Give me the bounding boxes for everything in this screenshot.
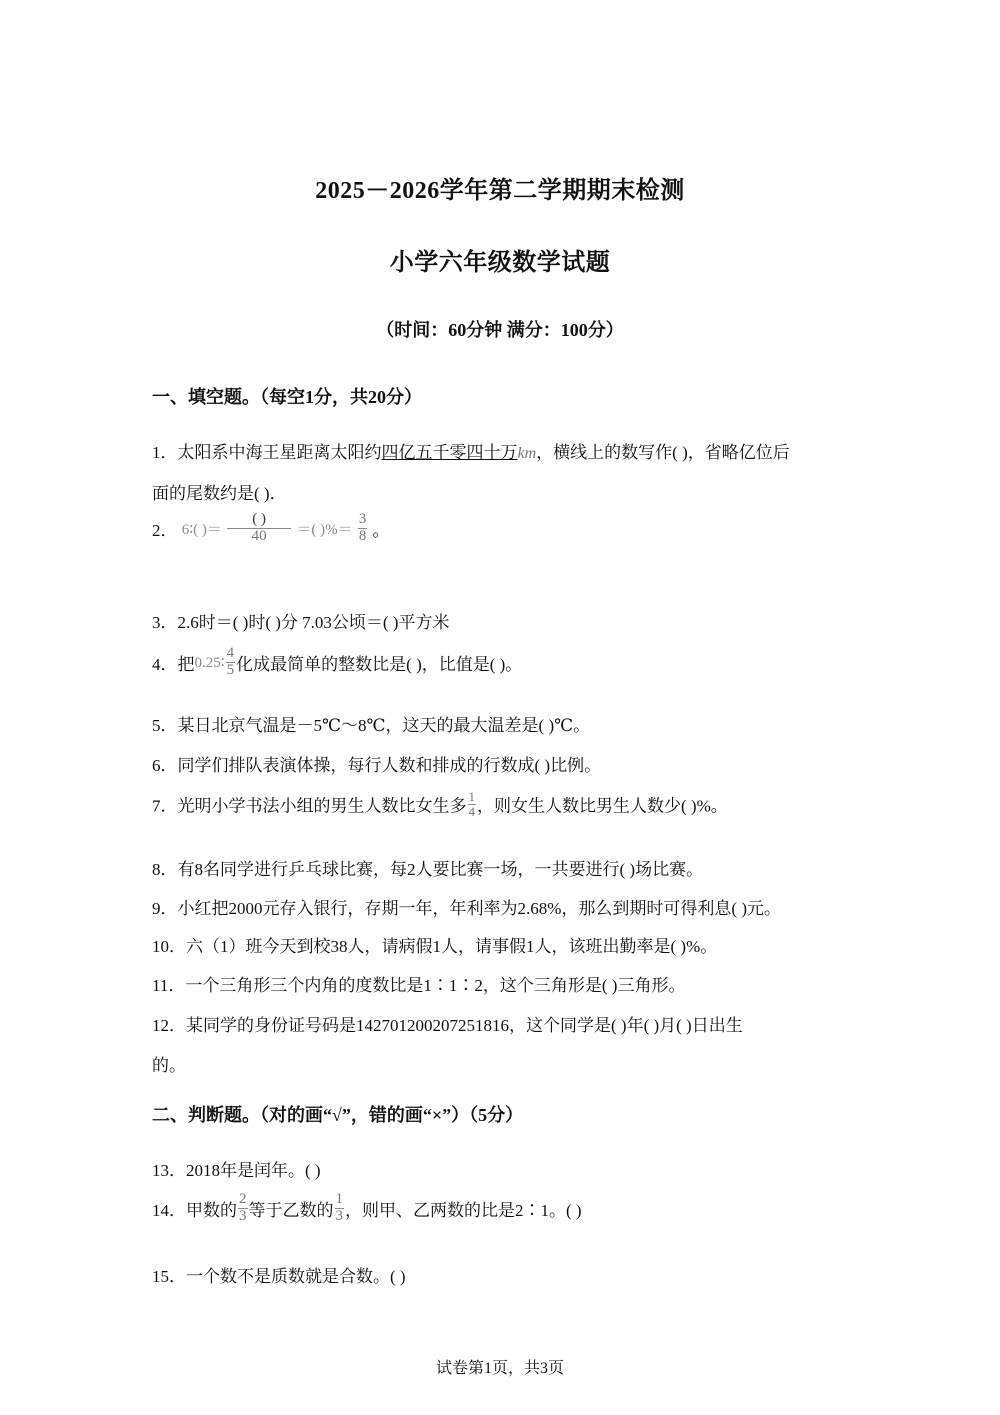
question-12-line1: 12．某同学的身份证号码是142701200207251816，这个同学是( )年( )月( )日出生: [152, 1016, 743, 1035]
question-12-line2: 的。: [152, 1056, 186, 1075]
question-6: 6．同学们排队表演体操，每行人数和排成的行数成( )比例。: [152, 756, 602, 775]
q4-fraction-denominator: 5: [226, 661, 235, 678]
q14-fraction-1-denominator: 3: [239, 1207, 247, 1224]
exam-subtitle: （时间：60分钟 满分：100分）: [376, 320, 624, 340]
q2-fraction-1-numerator: ( ): [252, 511, 267, 527]
question-5: 5．某日北京气温是－5℃～8℃，这天的最大温差是( )℃。: [152, 716, 591, 735]
q7-suffix: ，则女生人数比男生人数少( )%。: [477, 796, 728, 816]
question-9: 9．小红把2000元存入银行，存期一年，年利率为2.68%，那么到期时可得利息( )元。: [152, 899, 781, 918]
q7-fraction-denominator: 4: [468, 803, 475, 819]
q4-prefix: 4．把: [152, 654, 195, 674]
q14-middle: 等于乙数的: [248, 1200, 334, 1220]
q7-fraction: [468, 790, 477, 818]
question-11: 11．一个三角形三个内角的度数比是1∶1∶2，这个三角形是( )三角形。: [152, 976, 686, 995]
question-1-line2: 面的尾数约是( )．: [152, 484, 287, 503]
q14-fraction-2-denominator: 3: [335, 1207, 343, 1224]
q2-part1: 6∶( )＝: [181, 521, 222, 538]
question-8: 8．有8名同学进行乒乓球比赛，每2人要比赛一场，一共要进行( )场比赛。: [152, 860, 704, 879]
q14-suffix: ，则甲、乙两数的比是2∶1。( ): [345, 1200, 582, 1220]
question-14: [152, 1192, 582, 1225]
q4-ratio: 0.25∶: [194, 654, 225, 671]
q4-suffix: 化成最简单的整数比是( )，比值是( )。: [236, 654, 523, 674]
question-10: 10．六（1）班今天到校38人，请病假1人，请事假1人，该班出勤率是( )%。: [152, 937, 718, 956]
q14-prefix: 14．甲数的: [152, 1200, 237, 1220]
q14-fraction-2: [335, 1192, 345, 1225]
question-1-line1: [152, 438, 790, 463]
q2-end: 。: [372, 520, 390, 540]
q1-underlined-number: 四亿五千零四十万: [381, 443, 518, 462]
q1-prefix: 1．太阳系中海王星距离太阳约: [152, 443, 382, 462]
page-footer: 试卷第1页，共3页: [435, 1360, 564, 1377]
q7-prefix: 7．光明小学书法小组的男生人数比女生多: [152, 796, 467, 816]
q2-fraction-1: [227, 512, 291, 545]
q2-part2: ＝( )%＝: [296, 521, 353, 538]
question-3: 3．2.6时＝( )时( )分 7.03公顷＝( )平方米: [152, 613, 450, 632]
q2-label: 2．: [152, 520, 178, 540]
q14-fraction-1: [238, 1192, 248, 1225]
question-7: [152, 790, 728, 818]
question-13: 13．2018年是闰年。( ): [152, 1161, 321, 1180]
question-4: [152, 646, 522, 679]
question-2: [152, 512, 390, 545]
q2-fraction-2-numerator: 3: [358, 511, 367, 527]
q2-fraction-2: [358, 512, 368, 545]
q14-fraction-1-numerator: 2: [239, 1191, 247, 1207]
q2-fraction-1-denominator: 40: [227, 528, 291, 545]
q7-fraction-numerator: 1: [468, 789, 475, 804]
exam-title-line1: 2025－2026学年第二学期期末检测: [315, 178, 685, 204]
q1-suffix: ，横线上的数写作( )，省略亿位后: [536, 443, 790, 462]
question-15: 15．一个数不是质数就是合数。( ): [152, 1267, 406, 1286]
q14-fraction-2-numerator: 1: [335, 1191, 343, 1207]
q1-unit: km: [517, 445, 537, 462]
section2-heading: 二、判断题。（对的画“√”，错的画“×”）（5分）: [152, 1105, 524, 1125]
q4-fraction-numerator: 4: [226, 645, 235, 661]
section1-heading: 一、填空题。（每空1分，共20分）: [152, 387, 422, 407]
exam-title-line2: 小学六年级数学试题: [389, 250, 611, 276]
q4-fraction: [226, 646, 236, 679]
q2-fraction-2-denominator: 8: [358, 527, 367, 544]
